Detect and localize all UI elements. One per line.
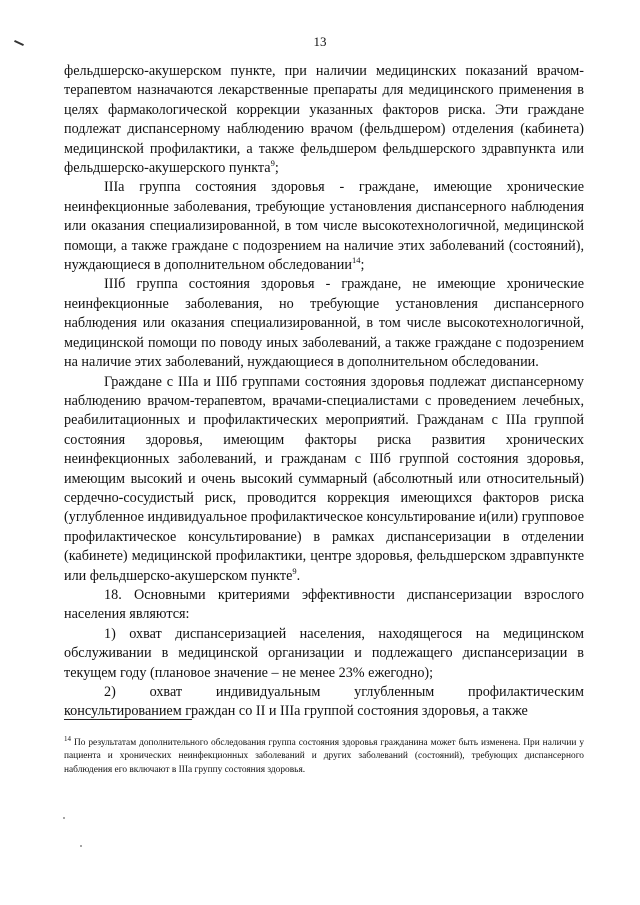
paragraph-text: 2) охват индивидуальным углубленным профилактическим консультированием граждан со II и IIIа группой состояния здоровья, а также [64, 684, 584, 720]
list-item-2 [64, 683, 584, 722]
body-text [64, 62, 584, 722]
paragraph-text: фельдшерско-акушерском пункте, при наличии медицинских показаний врачом-терапевтом назначаются лекарственные препараты для медицинского применения в целях фармакологической коррекции указанных факторов риска. Эти граждане подлежат диспансерному наблюдению врачом (фельдшером) отделения (кабинета) медицинской профилактики, а также фельдшером фельдшерского здравпункта или фельдшерско-акушерского пункта [64, 63, 584, 177]
scan-speck [63, 817, 65, 819]
footnote [64, 737, 584, 777]
page-number: 13 [313, 34, 327, 49]
paragraph-text: IIIб группа состояния здоровья - граждане, не имеющие хронические неинфекционные заболевания, но требующие установления диспансерного наблюдения или оказания специализированной, в том числе высокотехнологичной, медицинской помощи по поводу иных заболеваний, а также граждане с подозрением на наличие этих заболеваний, нуждающиеся в дополнительном обследовании. [64, 276, 584, 371]
paragraph-tail: ; [274, 160, 279, 177]
paragraph-tail: . [296, 567, 301, 584]
footnote-mark: 14 [64, 735, 71, 743]
footnote-ref: 14 [351, 255, 361, 266]
footnote-separator [64, 719, 192, 720]
footnote-ref: 9 [292, 565, 297, 576]
paragraph-tail: ; [360, 257, 365, 274]
paragraph-group-3a [64, 178, 584, 275]
paragraph-clause-18 [64, 586, 584, 625]
footnote-ref: 9 [270, 158, 275, 169]
paragraph-text: IIIа группа состояния здоровья - граждане, имеющие хронические неинфекционные заболевания, требующие установления диспансерного наблюдения или оказания специализированной, в том числе высокотехнологичной, медицинской помощи, а также граждане с подозрением на наличие этих заболеваний (состояний), нуждающиеся в дополнительном обследовании [64, 179, 584, 274]
paragraph-text: 18. Основными критериями эффективности диспансеризации взрослого населения являются: [64, 586, 584, 623]
paragraph-text: 1) охват диспансеризацией населения, находящегося на медицинском обслуживании в медицинской организации и подлежащего диспансеризации в текущем году (плановое значение – не менее 23% ежегодно); [64, 625, 584, 681]
list-item-1 [64, 625, 584, 683]
paragraph-continuation [64, 62, 584, 178]
paragraph-text: Граждане с IIIа и IIIб группами состояния здоровья подлежат диспансерному наблюдению врачом-терапевтом, врачами-специалистами с проведением лечебных, реабилитационных и профилактических мероприятий. Гражданам с IIIа группой состояния здоровья, имеющим факторы риска развития хронических неинфекционных заболеваний, и гражданам с IIIб группой состояния здоровья, имеющим высокий и очень высокий суммарный (абсолютный или относительный) сердечно-сосудистый риск, проводится коррекция имеющихся факторов риска (углубленное индивидуальное профилактическое консультирование и(или) групповое профилактическое консультирование) в рамках диспансеризации в отделении (кабинете) медицинской профилактики, центре здоровья, фельдшерском здравпункте или фельдшерско-акушерском пункте [64, 373, 584, 584]
footnote-text: По результатам дополнительного обследования группа состояния здоровья гражданина может быть изменена. При наличии у пациента и хронических неинфекционных заболеваний и других заболеваний (состояний), требующих диспансерного наблюдения его включают в IIIа группу состояния здоровья. [64, 738, 585, 775]
scan-speck [80, 845, 82, 847]
paragraph-group-3b [64, 275, 584, 372]
paragraph-groups-observation [64, 373, 584, 586]
